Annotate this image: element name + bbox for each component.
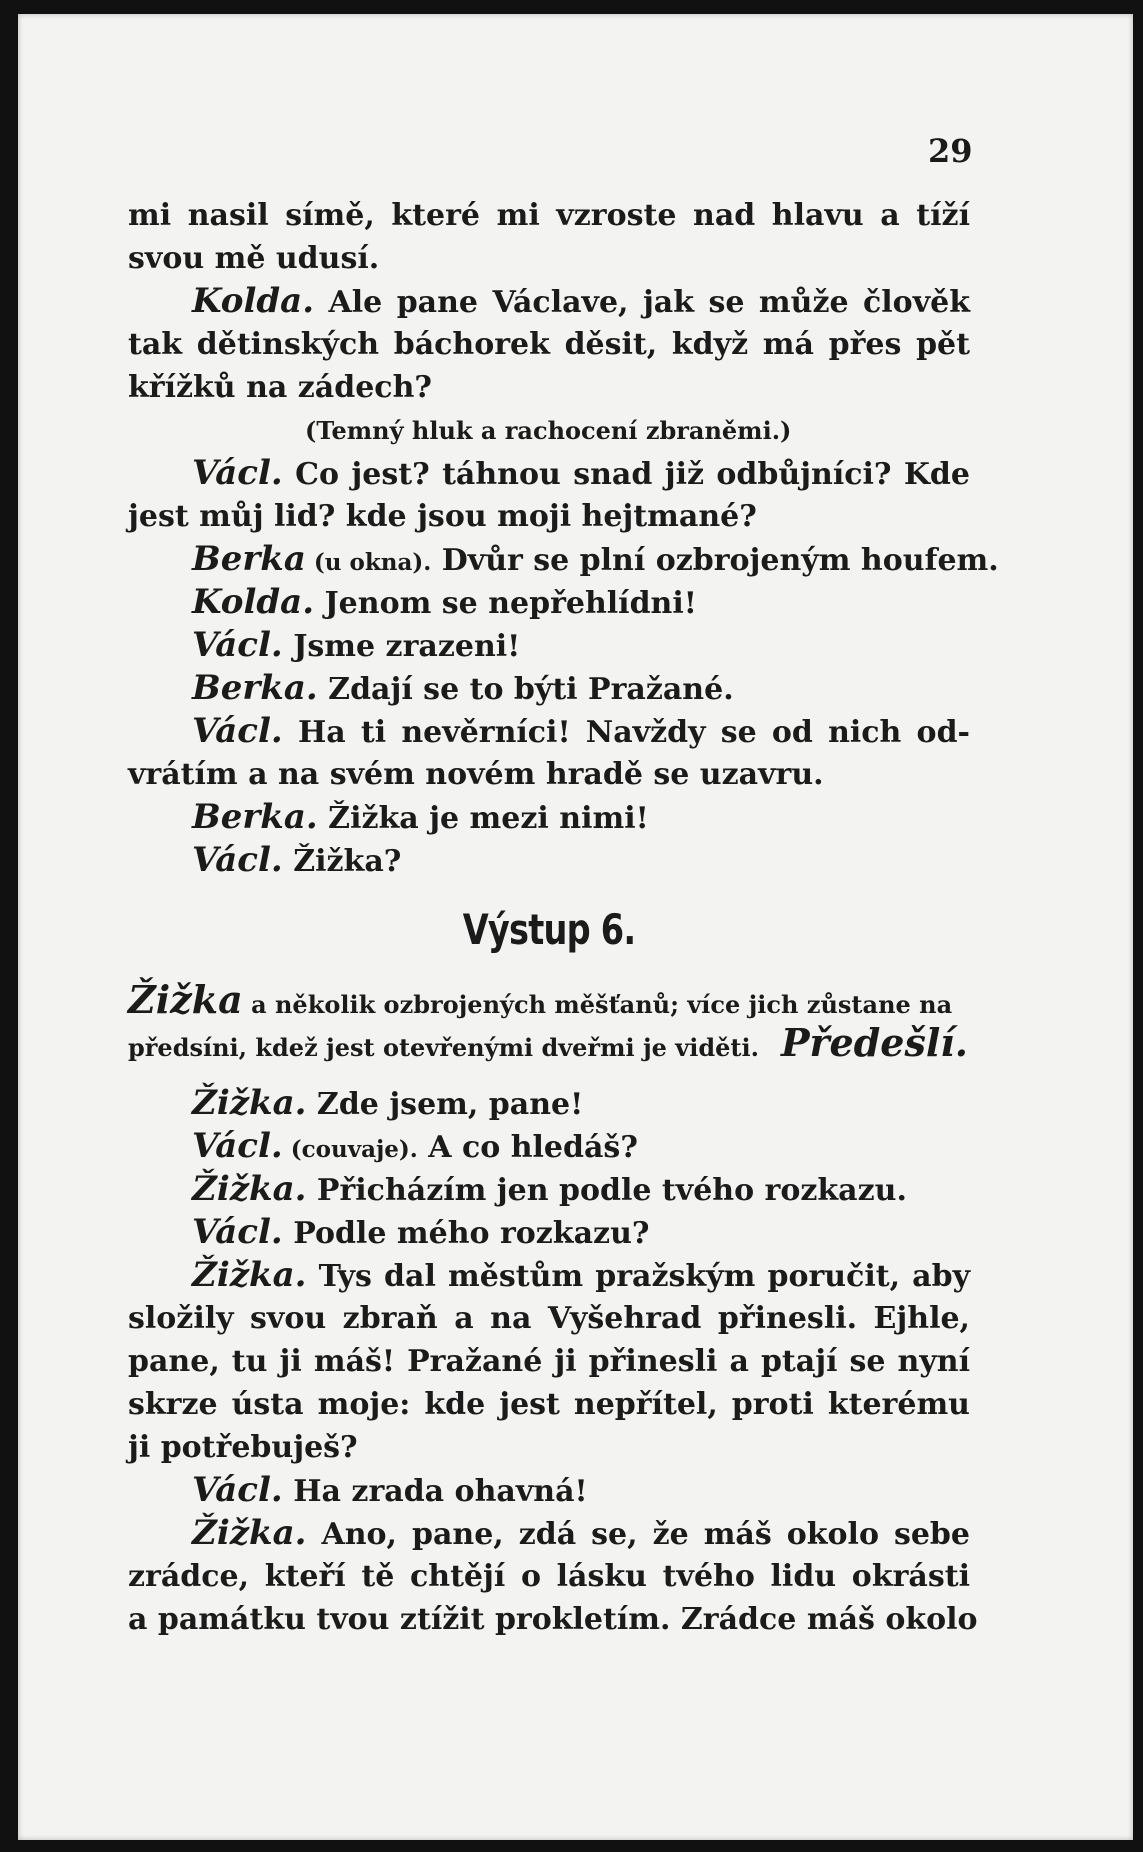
dialogue-line (128, 839, 970, 882)
text-line: složily svou zbraň a na Vyšehrad přinesli. Ejhle, (128, 1301, 970, 1336)
dialogue-line (128, 1469, 970, 1512)
text-line: ji potřebuješ? (128, 1430, 358, 1465)
dialogue-text: Ha ti nevěrníci! Navždy se od nich od- (282, 715, 970, 750)
dialogue-text: Zdají se to býti Pražané. (317, 672, 734, 707)
speaker-name: Václ. (192, 1212, 283, 1252)
text-line: svou mě udusí. (128, 241, 380, 276)
dialogue-line (128, 1211, 970, 1254)
stage-direction: (u okna). (305, 549, 432, 576)
speaker-name: Žižka. (192, 1255, 307, 1295)
dialogue-line (128, 710, 970, 753)
stage-direction: (Temný hluk a rachocení zbraněmi.) (305, 416, 792, 445)
text-line: jest můj lid? kde jsou moji hejtmané? (128, 499, 757, 534)
speaker-name: Václ. (192, 625, 283, 665)
dialogue-text: Jsme zrazeni! (282, 629, 521, 664)
dialogue-text: A co hledáš? (417, 1130, 638, 1165)
speaker-name: Žižka. (192, 1083, 307, 1123)
page-text (128, 194, 999, 1641)
dialogue-line (128, 581, 970, 624)
scene-description-text: předsíni, kdež jest otevřenými dveřmi je viděti. (128, 1033, 759, 1062)
dialogue-text: Přicházím jen podle tvého rozkazu. (306, 1173, 907, 1208)
scene-description-text: a několik ozbrojených měšťanů; více jich zůstane na (242, 990, 953, 1019)
speaker-name: Kolda. (192, 281, 315, 321)
stage-direction: (couvaje). (282, 1136, 418, 1163)
speaker-name: Kolda. (192, 582, 315, 622)
dialogue-text: Podle mého rozkazu? (282, 1216, 650, 1251)
speaker-name: Žižka (128, 977, 243, 1022)
speaker-name: Václ. (192, 1470, 283, 1510)
dialogue-text: Tys dal městům pražským poručit, aby (306, 1259, 970, 1294)
dialogue-line (128, 796, 970, 839)
speaker-name: Václ. (192, 1126, 283, 1166)
speaker-name: Václ. (192, 453, 283, 493)
dialogue-line (128, 1082, 970, 1125)
dialogue-text: Zde jsem, pane! (306, 1087, 584, 1122)
dialogue-text: Dvůr se plní ozbrojeným houfem. (431, 543, 999, 578)
text-line: skrze ústa moje: kde jest nepřítel, proti kterému (128, 1387, 970, 1422)
text-line: a památku tvou ztížit prokletím. Zrádce máš okolo (128, 1602, 978, 1637)
speaker-name: Václ. (192, 711, 283, 751)
dialogue-text: Ha zrada ohavná! (282, 1474, 588, 1509)
text-line: vrátím a na svém novém hradě se uzavru. (128, 757, 824, 792)
speaker-name: Berka. (192, 668, 318, 708)
dialogue-line (128, 667, 970, 710)
scene-characters: Předešlí. (780, 1020, 968, 1065)
text-line: pane, tu ji máš! Pražané ji přinesli a ptají se nyní (128, 1344, 970, 1379)
scene-heading: Výstup 6. (462, 905, 636, 954)
dialogue-text: Žižka je mezi nimi! (317, 801, 649, 836)
text-line: tak dětinských báchorek děsit, když má přes pět (128, 327, 970, 362)
speaker-name: Berka. (192, 797, 318, 837)
scene-description-line (128, 1021, 970, 1064)
dialogue-line (128, 452, 970, 495)
dialogue-text: Žižka? (282, 844, 402, 879)
dialogue-text: Ale pane Václave, jak se může člověk (314, 285, 970, 320)
speaker-name: Žižka. (192, 1513, 307, 1553)
dialogue-line (128, 1512, 970, 1555)
book-page (18, 14, 1133, 1840)
text-line: křížků na zádech? (128, 370, 432, 405)
speaker-name: Václ. (192, 840, 283, 880)
page-number: 29 (928, 132, 973, 170)
scene-description-line (128, 978, 970, 1021)
dialogue-line (128, 1125, 970, 1168)
speaker-name: Žižka. (192, 1169, 307, 1209)
dialogue-line (128, 280, 970, 323)
dialogue-line (128, 1168, 970, 1211)
speaker-name: Berka (192, 539, 306, 579)
dialogue-text: Ano, pane, zdá se, že máš okolo sebe (306, 1517, 970, 1552)
dialogue-line (128, 624, 970, 667)
dialogue-line (128, 1254, 970, 1297)
dialogue-text: Jenom se nepřehlídni! (314, 586, 697, 621)
spacer (128, 1064, 970, 1082)
dialogue-text: Co jest? táhnou snad již odbůjníci? Kde (282, 457, 970, 492)
text-line: mi nasil símě, které mi vzroste nad hlavu a tíží (128, 198, 970, 233)
dialogue-line (128, 538, 999, 581)
text-line: zrádce, kteří tě chtějí o lásku tvého lidu okrásti (128, 1559, 970, 1594)
